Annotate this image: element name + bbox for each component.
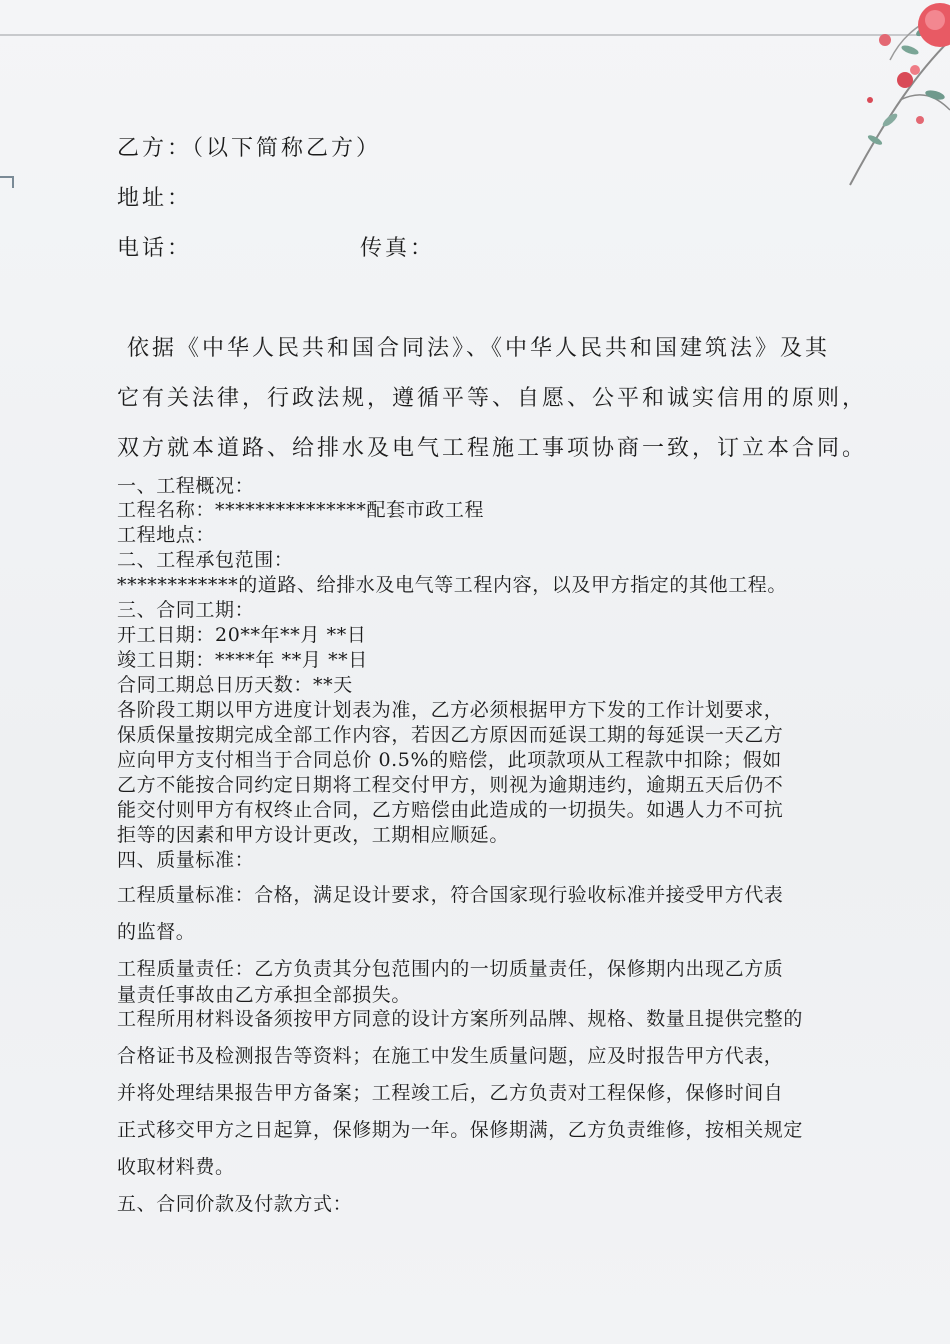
body-line: 开工日期：20**年**月 **日 (117, 624, 367, 646)
body-line: 拒等的因素和甲方设计更改，工期相应顺延。 (117, 824, 510, 846)
body-line: 竣工日期：****年 **月 **日 (117, 649, 368, 671)
body-line: 的监督。 (117, 921, 196, 943)
body-line: 合同工期总日历天数：**天 (117, 674, 353, 696)
body-line: 收取材料费。 (117, 1156, 235, 1178)
section-heading: 五、合同价款及付款方式： (117, 1193, 353, 1215)
preamble-line: 依据《中华人民共和国合同法》、《中华人民共和国建筑法》及其 (117, 336, 830, 361)
body-line: 量责任事故由乙方承担全部损失。 (117, 984, 412, 1006)
address-line: 地址： (117, 186, 193, 211)
preamble-line: 它有关法律，行政法规，遵循平等、自愿、公平和诚实信用的原则， (117, 386, 868, 411)
fax-label: 传真： (360, 236, 436, 261)
body-line: ************的道路、给排水及电气等工程内容，以及甲方指定的其他工程。 (117, 574, 788, 596)
margin-mark (0, 176, 14, 188)
body-line: 工程质量标准：合格，满足设计要求，符合国家现行验收标准并接受甲方代表 (117, 884, 784, 906)
section-heading: 三、合同工期： (117, 599, 255, 621)
section-heading: 一、工程概况： (117, 475, 255, 497)
body-line: 并将处理结果报告甲方备案；工程竣工后，乙方负责对工程保修，保修时间自 (117, 1082, 784, 1104)
party-b-line: 乙方：（以下简称乙方） (117, 136, 382, 161)
section-heading: 二、工程承包范围： (117, 549, 294, 571)
body-line: 乙方不能按合同约定日期将工程交付甲方，则视为逾期违约，逾期五天后仍不 (117, 774, 784, 796)
body-line: 工程所用材料设备须按甲方同意的设计方案所列品牌、规格、数量且提供完整的 (117, 1008, 804, 1030)
body-line: 能交付则甲方有权终止合同，乙方赔偿由此造成的一切损失。如遇人力不可抗 (117, 799, 784, 821)
preamble-line: 双方就本道路、给排水及电气工程施工事项协商一致，订立本合同。 (117, 436, 868, 461)
body-line: 合格证书及检测报告等资料；在施工中发生质量问题，应及时报告甲方代表， (117, 1045, 784, 1067)
phone-label: 电话： (117, 236, 193, 261)
body-line: 工程质量责任：乙方负责其分包范围内的一切质量责任，保修期内出现乙方质 (117, 958, 784, 980)
body-line: 正式移交甲方之日起算，保修期为一年。保修期满，乙方负责维修，按相关规定 (117, 1119, 804, 1141)
body-line: 应向甲方支付相当于合同总价 0.5%的赔偿，此项款项从工程款中扣除；假如 (117, 749, 782, 771)
body-line: 工程名称：***************配套市政工程 (117, 499, 485, 521)
floral-decoration-icon (750, 0, 950, 200)
body-line: 保质保量按期完成全部工作内容，若因乙方原因而延误工期的每延误一天乙方 (117, 724, 784, 746)
body-line: 各阶段工期以甲方进度计划表为准，乙方必须根据甲方下发的工作计划要求， (117, 699, 784, 721)
body-line: 工程地点： (117, 524, 216, 546)
section-heading: 四、质量标准： (117, 849, 255, 871)
